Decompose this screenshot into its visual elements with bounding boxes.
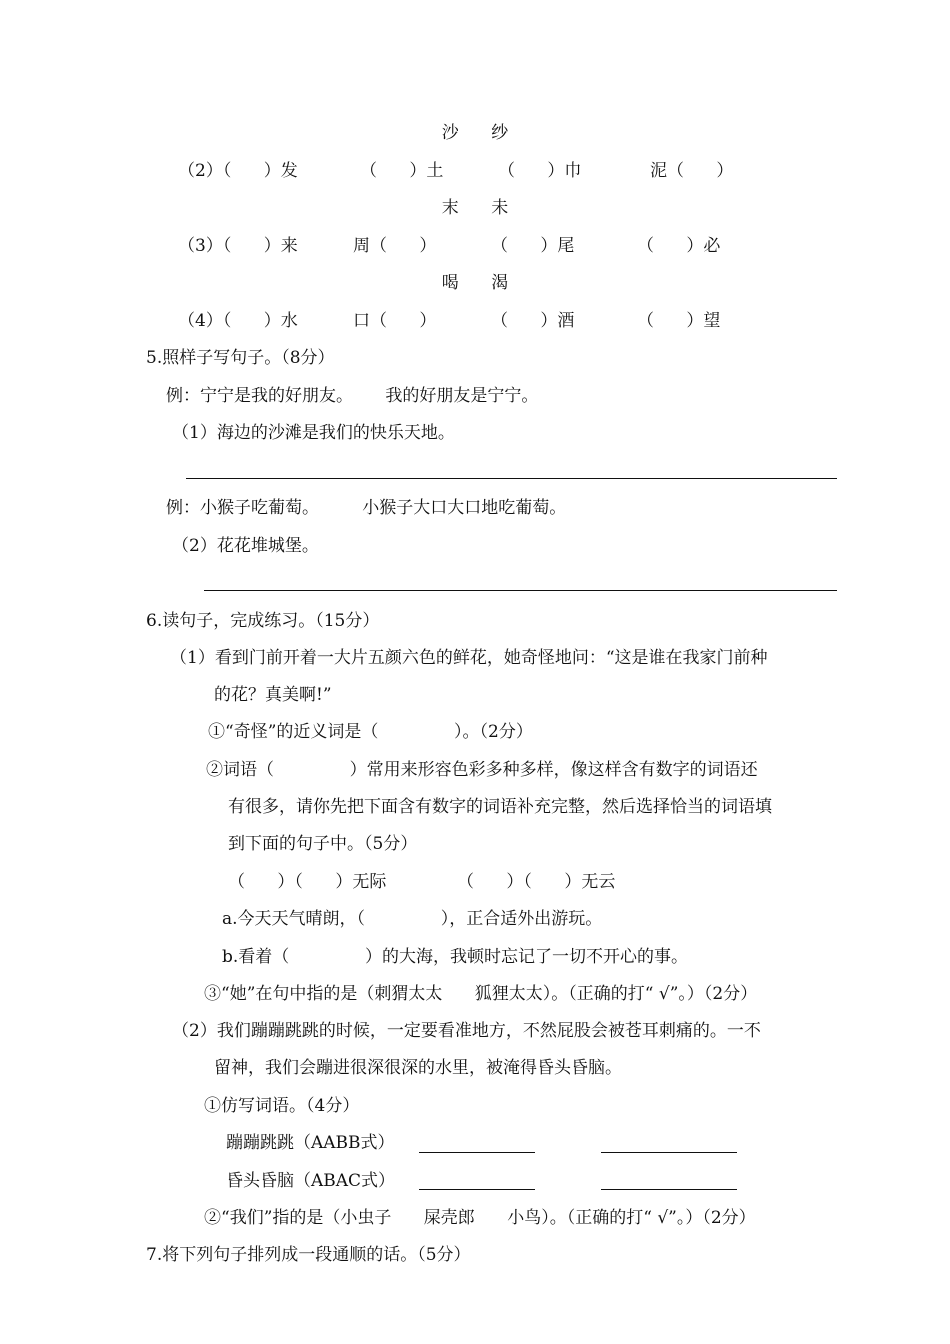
row3-item-2: 周（ ） bbox=[353, 236, 437, 256]
q6-word-pattern-1: 蹦蹦跳跳（AABB式） bbox=[226, 1133, 395, 1153]
row4-item-3: （ ）酒 bbox=[491, 311, 575, 331]
q5-item-1: （1）海边的沙滩是我们的快乐天地。 bbox=[172, 423, 455, 443]
q6-word-pattern-2: 昏头昏脑（ABAC式） bbox=[226, 1171, 396, 1191]
q6-fill-word-2: （ ）（ ）无云 bbox=[457, 872, 616, 892]
q6-sub1: ①“奇怪”的近义词是（ ）。（2分） bbox=[208, 722, 533, 742]
q6-passage1-line2: 的花？真美啊!” bbox=[214, 685, 332, 705]
row2-item-3: （ ）巾 bbox=[498, 161, 582, 181]
char-pair-2: 沙 纱 bbox=[441, 123, 509, 143]
q6-passage1-line1: （1）看到门前开着一大片五颜六色的鲜花，她奇怪地问：“这是谁在我家门前种 bbox=[170, 648, 768, 668]
char-pair-4: 喝 渴 bbox=[441, 273, 509, 293]
char-pair-3: 末 未 bbox=[441, 198, 509, 218]
q7-title: 7.将下列句子排列成一段通顺的话。（5分） bbox=[146, 1245, 471, 1265]
q6-passage2-line1: （2）我们蹦蹦跳跳的时候，一定要看准地方，不然屁股会被苍耳刺痛的。一不 bbox=[172, 1021, 761, 1041]
q6-task1: ①仿写词语。（4分） bbox=[204, 1096, 360, 1116]
row3-item-1: （3）（ ）来 bbox=[178, 236, 298, 256]
q5-title: 5.照样子写句子。（8分） bbox=[146, 348, 335, 368]
q6-blank-1b[interactable] bbox=[601, 1152, 737, 1153]
row2-item-2: （ ）土 bbox=[360, 161, 444, 181]
q6-title: 6.读句子，完成练习。（15分） bbox=[146, 611, 380, 631]
q6-task2: ②“我们”指的是（小虫子 屎壳郎 小鸟）。（正确的打“ √”。）（2分） bbox=[204, 1208, 756, 1228]
row4-item-4: （ ）望 bbox=[637, 311, 721, 331]
q6-sub3: ③“她”在句中指的是（刺猬太太 狐狸太太）。（正确的打“ √”。）（2分） bbox=[204, 984, 758, 1004]
row2-item-4: 泥（ ） bbox=[650, 161, 734, 181]
row2-item-1: （2）（ ）发 bbox=[178, 161, 298, 181]
q5-item-2: （2）花花堆城堡。 bbox=[172, 536, 319, 556]
row3-item-4: （ ）必 bbox=[637, 236, 721, 256]
q6-sub2-line2: 有很多，请你先把下面含有数字的词语补充完整，然后选择恰当的词语填 bbox=[228, 797, 772, 817]
q6-sentence-a: a.今天天气晴朗，（ ），正合适外出游玩。 bbox=[222, 909, 603, 929]
q5-example-1: 例：宁宁是我的好朋友。 我的好朋友是宁宁。 bbox=[166, 386, 539, 406]
q6-blank-1a[interactable] bbox=[419, 1152, 535, 1153]
row3-item-3: （ ）尾 bbox=[491, 236, 575, 256]
q6-sub2-line1: ②词语（ ）常用来形容色彩多种多样，像这样含有数字的词语还 bbox=[206, 760, 758, 780]
q6-blank-2b[interactable] bbox=[601, 1189, 737, 1190]
row4-item-2: 口（ ） bbox=[353, 311, 437, 331]
q6-fill-word-1: （ ）（ ）无际 bbox=[228, 872, 387, 892]
q5-answer-line-1[interactable] bbox=[186, 478, 837, 479]
row4-item-1: （4）（ ）水 bbox=[178, 311, 298, 331]
q5-answer-line-2[interactable] bbox=[204, 590, 837, 591]
q6-sub2-line3: 到下面的句子中。（5分） bbox=[228, 834, 418, 854]
q5-example-2: 例：小猴子吃葡萄。 小猴子大口大口地吃葡萄。 bbox=[166, 498, 567, 518]
q6-passage2-line2: 留神，我们会蹦进很深很深的水里，被淹得昏头昏脑。 bbox=[214, 1058, 622, 1078]
q6-blank-2a[interactable] bbox=[419, 1189, 535, 1190]
q6-sentence-b: b.看着（ ）的大海，我顿时忘记了一切不开心的事。 bbox=[222, 947, 688, 967]
